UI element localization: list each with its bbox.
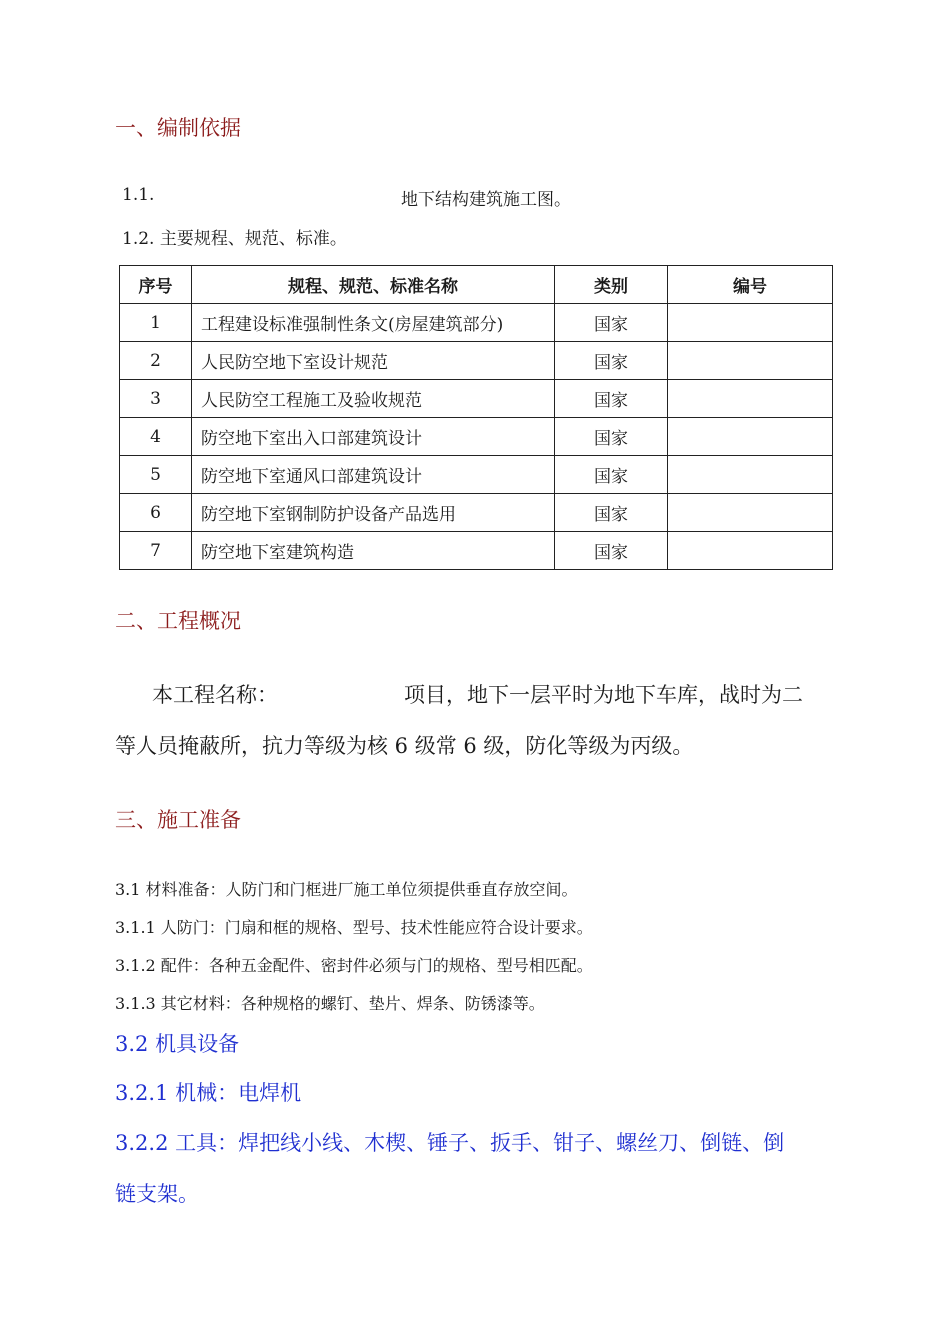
- row-category: 国家: [555, 380, 668, 418]
- section-2-heading: 二、工程概况: [115, 609, 241, 633]
- row-index: 3: [120, 380, 192, 418]
- header-code: 编号: [668, 266, 833, 304]
- row-name: 人民防空地下室设计规范: [192, 342, 555, 380]
- table-row: [120, 532, 833, 570]
- row-name: 工程建设标准强制性条文(房屋建筑部分): [192, 304, 555, 342]
- row-category: 国家: [555, 456, 668, 494]
- row-category: 国家: [555, 342, 668, 380]
- row-name: 防空地下室建筑构造: [192, 532, 555, 570]
- row-category: 国家: [555, 532, 668, 570]
- table-row: [120, 456, 833, 494]
- row-code: [668, 456, 833, 494]
- item-1-1-number: 1.1.: [122, 185, 155, 205]
- item-3-2-2-line2: 链支架。: [115, 1182, 199, 1206]
- row-code: [668, 304, 833, 342]
- row-name: 防空地下室通风口部建筑设计: [192, 456, 555, 494]
- overview-line2: 等人员掩蔽所，抗力等级为核 6 级常 6 级，防化等级为丙级。: [115, 734, 694, 758]
- row-name: 防空地下室钢制防护设备产品选用: [192, 494, 555, 532]
- item-3-1-2: 3.1.2 配件：各种五金配件、密封件必须与门的规格、型号相匹配。: [115, 956, 593, 975]
- row-index: 4: [120, 418, 192, 456]
- item-3-1: 3.1 材料准备：人防门和门框进厂施工单位须提供垂直存放空间。: [115, 880, 578, 899]
- row-code: [668, 494, 833, 532]
- table-row: [120, 304, 833, 342]
- item-3-1-1: 3.1.1 人防门：门扇和框的规格、型号、技术性能应符合设计要求。: [115, 918, 593, 937]
- table-row: [120, 342, 833, 380]
- row-index: 7: [120, 532, 192, 570]
- standards-table: [119, 265, 833, 570]
- table-header-row: [120, 266, 833, 304]
- row-category: 国家: [555, 494, 668, 532]
- row-name: 人民防空工程施工及验收规范: [192, 380, 555, 418]
- header-name: 规程、规范、标准名称: [192, 266, 555, 304]
- section-3-heading: 三、施工准备: [115, 808, 241, 832]
- item-3-2: 3.2 机具设备: [115, 1032, 240, 1056]
- table-row: [120, 418, 833, 456]
- row-code: [668, 342, 833, 380]
- item-1-1-text: 地下结构建筑施工图。: [401, 190, 571, 210]
- header-index: 序号: [120, 266, 192, 304]
- table-row: [120, 494, 833, 532]
- row-index: 5: [120, 456, 192, 494]
- row-code: [668, 418, 833, 456]
- overview-line1-label: 本工程名称：: [152, 683, 278, 707]
- item-3-1-3: 3.1.3 其它材料：各种规格的螺钉、垫片、焊条、防锈漆等。: [115, 994, 545, 1013]
- row-index: 2: [120, 342, 192, 380]
- item-3-2-1: 3.2.1 机械：电焊机: [115, 1081, 302, 1105]
- row-index: 6: [120, 494, 192, 532]
- row-name: 防空地下室出入口部建筑设计: [192, 418, 555, 456]
- row-category: 国家: [555, 418, 668, 456]
- item-3-2-2-line1: 3.2.2 工具：焊把线小线、木楔、锤子、扳手、钳子、螺丝刀、倒链、倒: [115, 1131, 785, 1155]
- row-index: 1: [120, 304, 192, 342]
- row-category: 国家: [555, 304, 668, 342]
- item-1-2: 1.2. 主要规程、规范、标准。: [122, 229, 347, 249]
- row-code: [668, 532, 833, 570]
- header-category: 类别: [555, 266, 668, 304]
- section-1-heading: 一、编制依据: [115, 116, 241, 140]
- table-row: [120, 380, 833, 418]
- overview-line1-text: 项目，地下一层平时为地下车库，战时为二: [404, 683, 803, 707]
- row-code: [668, 380, 833, 418]
